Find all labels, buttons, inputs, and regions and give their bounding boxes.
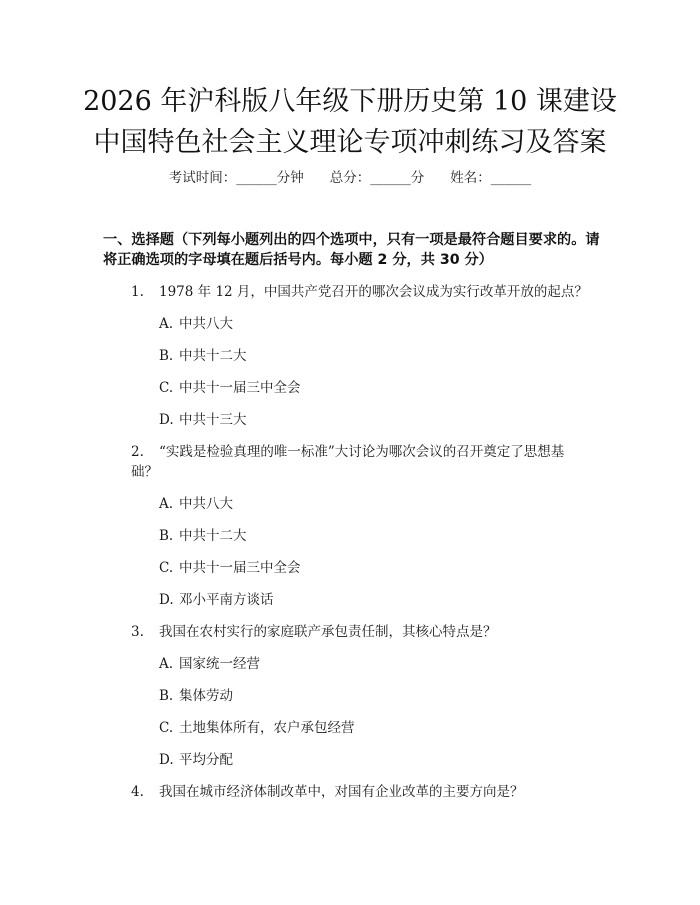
option-letter: B. [159,688,174,704]
question-3 [131,622,601,642]
option-letter: C. [159,560,174,576]
option-letter: A. [159,316,174,332]
option-letter: C. [159,380,174,396]
option-text: 土地集体所有，农户承包经营 [179,720,355,736]
option-letter: B. [159,348,174,364]
option-text: 平均分配 [179,752,233,768]
total-score-blank: ______ [370,170,411,186]
option-letter: D. [159,592,174,608]
question-text: 我国在农村实行的家庭联产承包责任制，其核心特点是？ [159,624,497,640]
option-text: 国家统一经营 [179,656,260,672]
option-letter: A. [159,656,174,672]
question-text: “实践是检验真理的唯一标准”大讨论为哪次会议的召开奠定了思想基 [159,444,565,460]
question-2 [131,442,601,462]
exam-time-unit: 分钟 [276,170,304,186]
option-letter: D. [159,412,174,428]
exam-time-blank: ______ [236,170,277,186]
option-text: 中共十二大 [179,348,247,364]
option-letter: A. [159,496,174,512]
question-number: 4. [131,784,144,800]
option-text: 中共八大 [179,316,233,332]
total-score-label: 总分： [329,170,371,186]
document-title-line-1: 2026 年沪科版八年级下册历史第 10 课建设 [83,86,617,117]
option-text: 中共十一届三中全会 [179,560,301,576]
option-text: 中共十二大 [179,528,247,544]
student-name-blank: ______ [490,170,532,186]
question-text: 我国在城市经济体制改革中，对国有企业改革的主要方向是？ [159,784,524,800]
question-text: 1978 年 12 月，中国共产党召开的哪次会议成为实行改革开放的起点？ [159,284,588,300]
question-number: 1. [131,284,144,300]
question-4 [131,782,601,802]
option-letter: B. [159,528,174,544]
exam-time-label: 考试时间： [168,170,237,186]
document-title-line-2: 中国特色社会主义理论专项冲刺练习及答案 [93,127,607,158]
option-text: 中共十一届三中全会 [179,380,301,396]
section-heading-line-1: 一、选择题（下列每小题列出的四个选项中，只有一项是最符合题目要求的。请 [103,232,600,248]
option-letter: D. [159,752,174,768]
option-text: 中共十三大 [179,412,247,428]
question-2-continuation: 础？ [131,464,158,480]
section-heading-line-2: 将正确选项的字母填在题后括号内。每小题 2 分，共 30 分） [103,252,493,268]
total-score-unit: 分 [410,170,425,186]
student-name-label: 姓名： [450,170,491,186]
question-1 [131,282,601,302]
option-text: 集体劳动 [179,688,233,704]
question-number: 3. [131,624,144,640]
option-letter: C. [159,720,174,736]
option-text: 邓小平南方谈话 [179,592,274,608]
exam-meta-line [0,168,700,188]
option-text: 中共八大 [179,496,233,512]
question-number: 2. [131,444,144,460]
